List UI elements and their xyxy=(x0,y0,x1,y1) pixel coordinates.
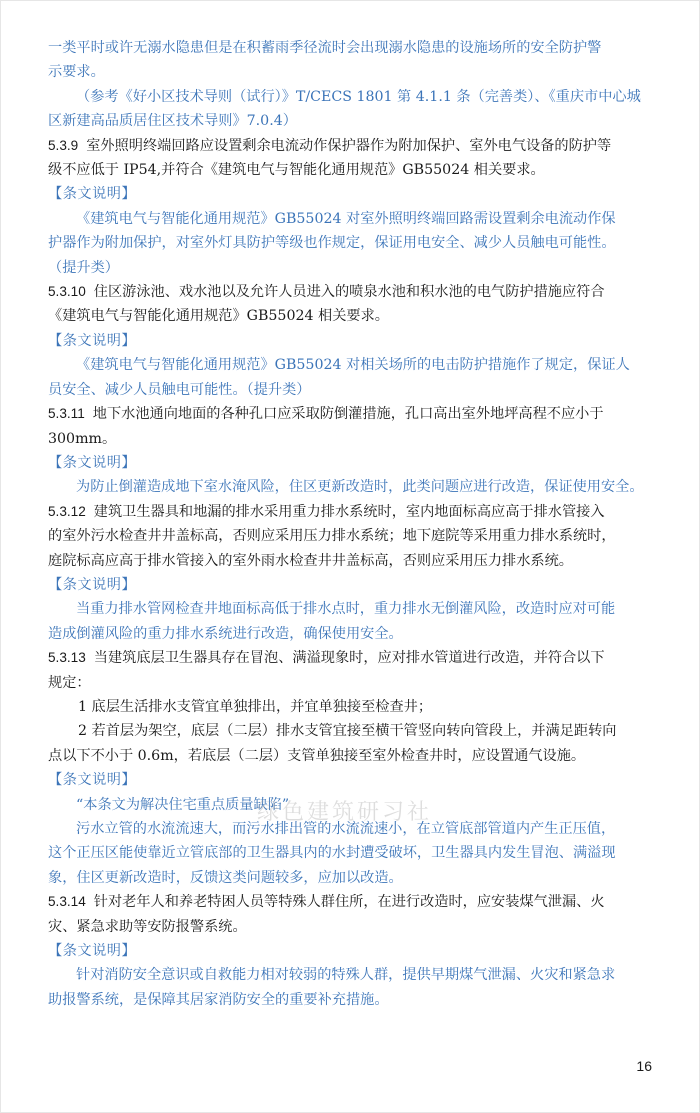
clause-text: 室外照明终端回路应设置剩余电流动作保护器作为附加保护、室外电气设备的防护等 xyxy=(86,137,612,154)
explanation-text-line: 象，住区更新改造时，反馈这类问题较多，应加以改造。 xyxy=(48,869,403,886)
clause-text: 针对老年人和养老特困人员等特殊人群住所，在进行改造时，应安装煤气泄漏、火 xyxy=(93,894,605,911)
clause-number: 5.3.13 xyxy=(48,650,86,666)
explanation-text-line: 护器作为附加保护，对室外灯具防护等级也作规定，保证用电安全、减少人员触电可能性。 xyxy=(48,235,616,252)
clause-5-3-9 xyxy=(48,134,660,158)
sub-clause-1: 1 底层生活排水支管宜单独排出，并宜单独接至检查井； xyxy=(78,698,433,715)
reference-note-line: 区新建高品质居住区技术导则》7.0.4） xyxy=(48,113,297,130)
explanation-text-line: （提升类） xyxy=(48,259,119,276)
clause-text-line: 的室外污水检查井井盖标高，否则应采用压力排水系统；地下庭院等采用重力排水系统时， xyxy=(48,528,616,545)
clause-5-3-11 xyxy=(48,402,660,426)
clause-text-line: 《建筑电气与智能化通用规范》GB55024 相关要求。 xyxy=(48,308,389,325)
clause-5-3-10 xyxy=(48,280,660,304)
clause-text: 建筑卫生器具和地漏的排水采用重力排水系统时，室内地面标高应高于排水管接入 xyxy=(93,503,605,520)
clause-5-3-12 xyxy=(48,500,660,524)
page-content xyxy=(48,36,660,1012)
explanation-heading: 【条文说明】 xyxy=(48,943,137,960)
explanation-heading: 【条文说明】 xyxy=(48,186,137,203)
explanation-heading: 【条文说明】 xyxy=(48,576,137,593)
explanation-text-line: 当重力排水管网检查井地面标高低于排水点时，重力排水无倒灌风险，改造时应对可能 xyxy=(76,601,616,618)
explanation-heading: 【条文说明】 xyxy=(48,454,137,471)
explanation-heading: 【条文说明】 xyxy=(48,332,137,349)
clause-5-3-14 xyxy=(48,890,660,914)
page-number: 16 xyxy=(636,1057,652,1074)
watermark-text: 绿色建筑研习社 xyxy=(257,800,433,825)
clause-text-line: 点以下不小于 0.6m，若底层（二层）支管单独接至室外检查井时，应设置通气设施。 xyxy=(48,747,586,764)
clause-text-line: 300mm。 xyxy=(48,430,117,447)
clause-number: 5.3.10 xyxy=(48,284,86,300)
explanation-text-line: 针对消防安全意识或自救能力相对较弱的特殊人群，提供早期煤气泄漏、火灾和紧急求 xyxy=(76,967,616,984)
explanation-text-line: “本条文为解决住宅重点质量缺陷” xyxy=(76,796,290,813)
explanation-text-line: 这个正压区能使靠近立管底部的卫生器具内的水封遭受破坏，卫生器具内发生冒泡、满溢现 xyxy=(48,845,616,862)
sub-clause-2: 2 若首层为架空，底层（二层）排水支管宜接至横干管竖向转向管段上，并满足距转向 xyxy=(78,723,617,740)
clause-text-line: 规定： xyxy=(48,674,91,691)
clause-text-line: 庭院标高应高于排水管接入的室外雨水检查井井盖标高，否则应采用压力排水系统。 xyxy=(48,552,573,569)
explanation-text-line: 污水立管的水流流速大，而污水排出管的水流流速小，在立管底部管道内产生正压值， xyxy=(76,821,616,837)
clause-text: 住区游泳池、戏水池以及允许人员进入的喷泉水池和积水池的电气防护措施应符合 xyxy=(93,284,605,301)
clause-number: 5.3.12 xyxy=(48,503,86,519)
explanation-text-line: 员安全、减少人员触电可能性。（提升类） xyxy=(48,381,311,398)
explanation-text-line: 一类平时或许无溺水隐患但是在积蓄雨季径流时会出现溺水隐患的设施场所的安全防护警 xyxy=(48,40,602,56)
clause-text: 当建筑底层卫生器具存在冒泡、满溢现象时，应对排水管道进行改造，并符合以下 xyxy=(93,650,605,667)
clause-number: 5.3.9 xyxy=(48,137,79,153)
explanation-heading: 【条文说明】 xyxy=(48,772,137,789)
clause-text-line: 灾、紧急求助等安防报警系统。 xyxy=(48,918,247,935)
explanation-text-line: 示要求。 xyxy=(48,64,105,81)
clause-text-line: 级不应低于 IP54,并符合《建筑电气与智能化通用规范》GB55024 相关要求。 xyxy=(48,162,545,179)
explanation-text-line: 《建筑电气与智能化通用规范》GB55024 对相关场所的电击防护措施作了规定，保证人 xyxy=(76,357,630,374)
clause-text: 地下水池通向地面的各种孔口应采取防倒灌措施，孔口高出室外地坪高程不应小于 xyxy=(92,406,604,423)
explanation-text-line: 为防止倒灌造成地下室水淹风险，住区更新改造时，此类问题应进行改造，保证使用安全。 xyxy=(76,479,644,496)
reference-note-line: （参考《好小区技术导则（试行）》T/CECS 1801 第 4.1.1 条（完善类）、《重庆市中心城 xyxy=(76,88,641,105)
clause-number: 5.3.14 xyxy=(48,894,86,910)
clause-5-3-13 xyxy=(48,646,660,670)
explanation-text-line: 助报警系统，是保障其居家消防安全的重要补充措施。 xyxy=(48,991,389,1008)
explanation-text-line: 造成倒灌风险的重力排水系统进行改造，确保使用安全。 xyxy=(48,625,403,642)
explanation-text-line: 《建筑电气与智能化通用规范》GB55024 对室外照明终端回路需设置剩余电流动作保 xyxy=(76,210,616,227)
clause-number: 5.3.11 xyxy=(48,406,85,422)
